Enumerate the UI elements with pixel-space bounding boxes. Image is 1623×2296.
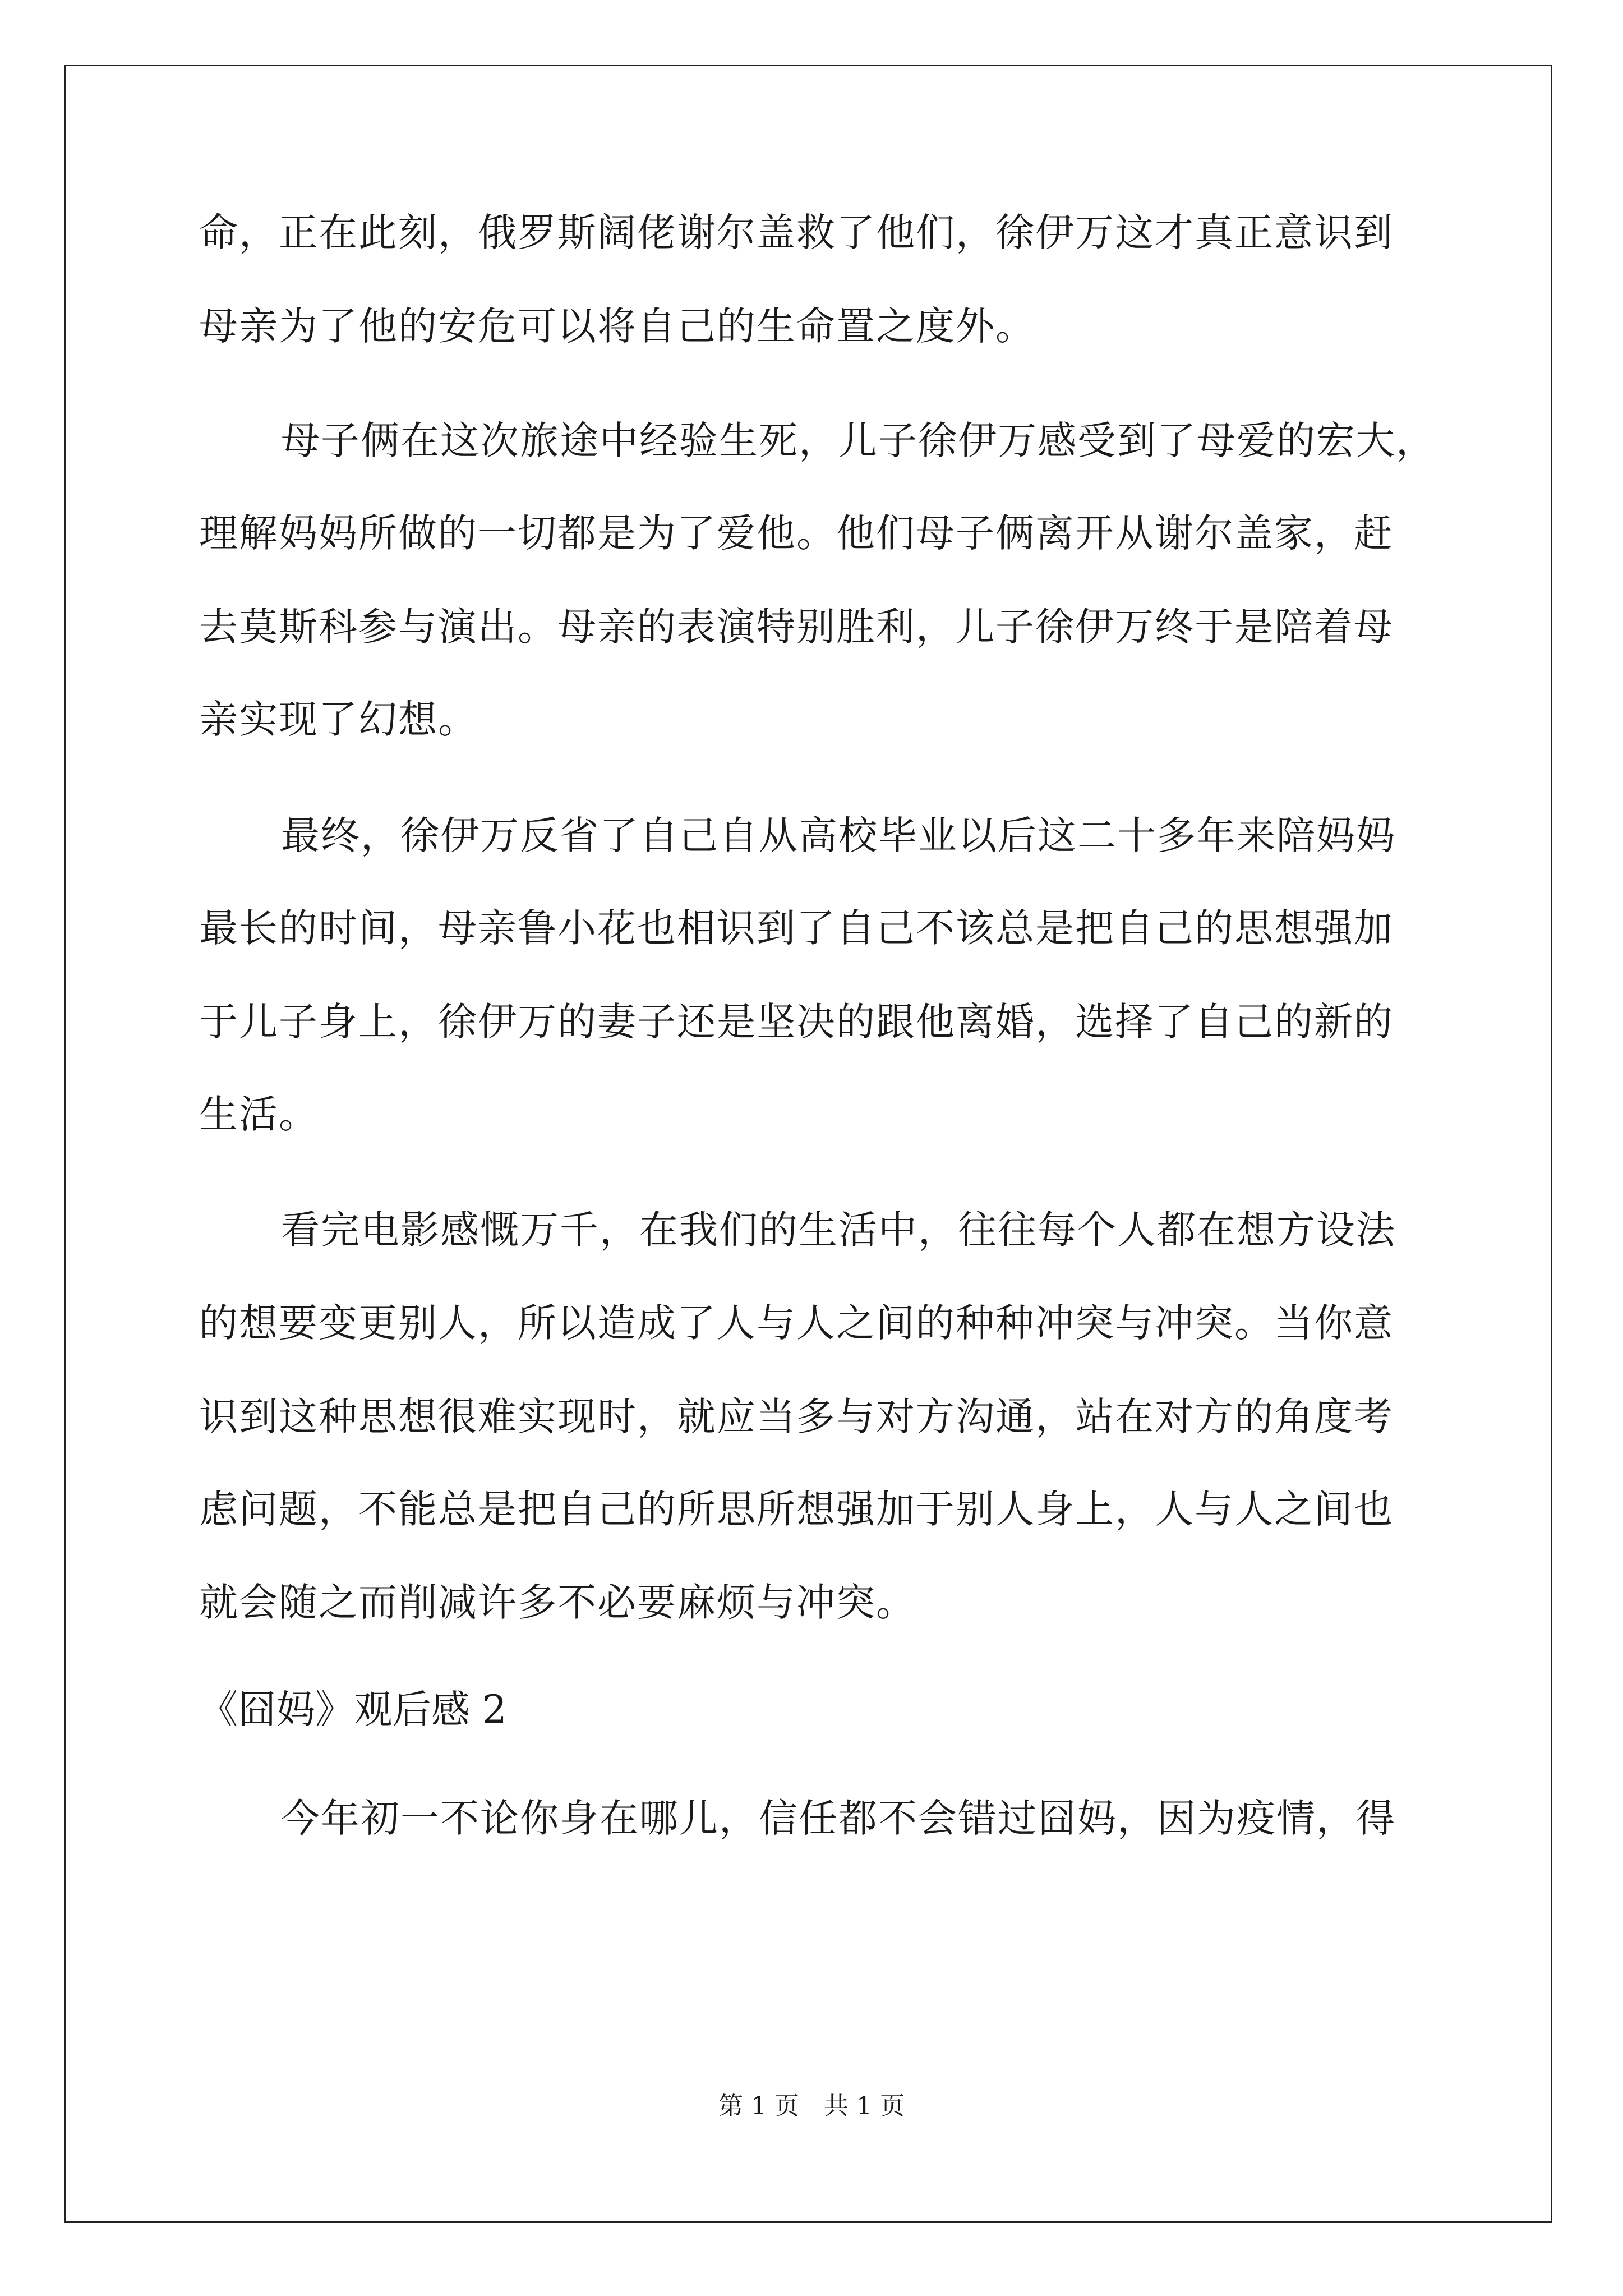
text-line: 的想要变更别人，所以造成了人与人之间的种种冲突与冲突。当你意	[199, 1301, 1394, 1346]
page-footer: 第 1 页 共 1 页	[718, 2092, 905, 2120]
section-heading: 《囧妈》观后感 2	[199, 1687, 507, 1732]
text-line: 生活。	[199, 1092, 319, 1137]
paragraph-start-line: 母子俩在这次旅途中经验生死，儿子徐伊万感受到了母爱的宏大，	[281, 418, 1436, 463]
text-line: 理解妈妈所做的一切都是为了爱他。他们母子俩离开从谢尔盖家，赶	[199, 511, 1394, 556]
text-line: 虑问题，不能总是把自己的所思所想强加于别人身上，人与人之间也	[199, 1487, 1394, 1532]
paragraph-start-line: 今年初一不论你身在哪儿，信任都不会错过囧妈，因为疫情，得	[281, 1796, 1396, 1841]
text-line: 最长的时间，母亲鲁小花也相识到了自己不该总是把自己的思想强加	[199, 906, 1394, 951]
text-line: 就会随之而削减许多不必要麻烦与冲突。	[199, 1580, 916, 1625]
text-line: 于儿子身上，徐伊万的妻子还是坚决的跟他离婚，选择了自己的新的	[199, 1000, 1394, 1045]
paragraph-start-line: 看完电影感慨万千，在我们的生活中，往往每个人都在想方设法	[281, 1208, 1396, 1253]
text-line: 识到这种思想很难实现时，就应当多与对方沟通，站在对方的角度考	[199, 1395, 1394, 1439]
text-line: 去莫斯科参与演出。母亲的表演特别胜利，儿子徐伊万终于是陪着母	[199, 605, 1394, 650]
text-line: 亲实现了幻想。	[199, 697, 478, 742]
page-border	[64, 65, 1552, 2223]
text-line: 命，正在此刻，俄罗斯阔佬谢尔盖救了他们，徐伊万这才真正意识到	[199, 210, 1394, 255]
paragraph-start-line: 最终，徐伊万反省了自己自从高校毕业以后这二十多年来陪妈妈	[281, 813, 1396, 858]
text-line: 母亲为了他的安危可以将自己的生命置之度外。	[199, 304, 1035, 349]
